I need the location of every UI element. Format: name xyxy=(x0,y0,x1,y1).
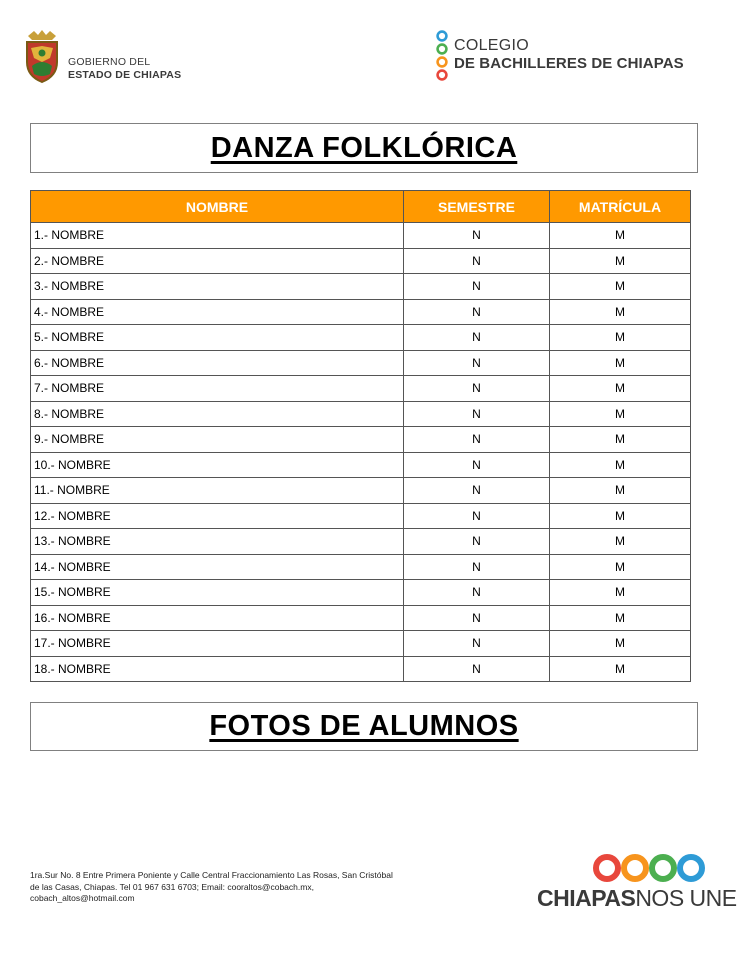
cell-semester: N xyxy=(404,478,550,504)
cell-semester: N xyxy=(404,605,550,631)
cell-id: M xyxy=(550,656,691,682)
cell-id: M xyxy=(550,350,691,376)
cell-name: 4.- NOMBRE xyxy=(31,299,404,325)
table-row xyxy=(31,605,691,631)
table-row xyxy=(31,274,691,300)
cell-semester: N xyxy=(404,427,550,453)
cell-name: 7.- NOMBRE xyxy=(31,376,404,402)
table-row xyxy=(31,325,691,351)
table-row xyxy=(31,376,691,402)
cell-name: 10.- NOMBRE xyxy=(31,452,404,478)
cell-semester: N xyxy=(404,248,550,274)
cell-semester: N xyxy=(404,376,550,402)
table-row xyxy=(31,631,691,657)
cell-semester: N xyxy=(404,223,550,249)
table-row xyxy=(31,223,691,249)
chiapas-coat-of-arms-icon xyxy=(22,28,62,84)
table-row xyxy=(31,503,691,529)
cell-semester: N xyxy=(404,503,550,529)
cell-id: M xyxy=(550,554,691,580)
cell-id: M xyxy=(550,631,691,657)
table-row xyxy=(31,248,691,274)
cell-name: 5.- NOMBRE xyxy=(31,325,404,351)
address-line2: de las Casas, Chiapas. Tel 01 967 631 6703; Email: cooraltos@cobach.mx, xyxy=(30,881,314,892)
cell-id: M xyxy=(550,478,691,504)
table-row xyxy=(31,401,691,427)
cell-semester: N xyxy=(404,656,550,682)
cell-semester: N xyxy=(404,350,550,376)
cell-id: M xyxy=(550,452,691,478)
cell-name: 13.- NOMBRE xyxy=(31,529,404,555)
table-row xyxy=(31,580,691,606)
cell-name: 17.- NOMBRE xyxy=(31,631,404,657)
footer-address xyxy=(30,870,450,905)
government-line1: GOBIERNO DEL xyxy=(68,56,151,68)
header-semester: SEMESTRE xyxy=(404,191,550,223)
table-row xyxy=(31,427,691,453)
cell-name: 16.- NOMBRE xyxy=(31,605,404,631)
cell-name: 3.- NOMBRE xyxy=(31,274,404,300)
cell-semester: N xyxy=(404,631,550,657)
cell-name: 11.- NOMBRE xyxy=(31,478,404,504)
section2-title-box xyxy=(30,702,698,751)
cell-semester: N xyxy=(404,274,550,300)
slogan-light: NOS UNE xyxy=(635,885,737,911)
header-name: NOMBRE xyxy=(31,191,404,223)
cell-id: M xyxy=(550,325,691,351)
cell-name: 15.- NOMBRE xyxy=(31,580,404,606)
cell-semester: N xyxy=(404,554,550,580)
cell-id: M xyxy=(550,580,691,606)
address-line3: cobach_altos@hotmail.com xyxy=(30,893,135,903)
cell-semester: N xyxy=(404,325,550,351)
cell-semester: N xyxy=(404,529,550,555)
cell-semester: N xyxy=(404,401,550,427)
cell-name: 18.- NOMBRE xyxy=(31,656,404,682)
cell-id: M xyxy=(550,299,691,325)
college-line1: COLEGIO xyxy=(454,37,530,54)
table-row xyxy=(31,529,691,555)
table-header-row xyxy=(31,191,691,223)
government-logo xyxy=(22,28,202,90)
table-row xyxy=(31,350,691,376)
cell-semester: N xyxy=(404,299,550,325)
cell-id: M xyxy=(550,605,691,631)
address-line1: 1ra.Sur No. 8 Entre Primera Poniente y Calle Central Fraccionamiento Las Rosas, San Cristóbal xyxy=(30,870,393,880)
cell-name: 8.- NOMBRE xyxy=(31,401,404,427)
chiapas-nos-une-logo xyxy=(537,852,737,912)
cell-id: M xyxy=(550,503,691,529)
college-line2: DE BACHILLERES DE CHIAPAS xyxy=(454,55,684,72)
cell-name: 6.- NOMBRE xyxy=(31,350,404,376)
cell-id: M xyxy=(550,427,691,453)
student-roster-table xyxy=(30,190,691,682)
cell-id: M xyxy=(550,529,691,555)
cell-semester: N xyxy=(404,580,550,606)
section1-title-box xyxy=(30,123,698,173)
cell-id: M xyxy=(550,401,691,427)
cell-id: M xyxy=(550,274,691,300)
table-row xyxy=(31,452,691,478)
header-id: MATRÍCULA xyxy=(550,191,691,223)
cell-id: M xyxy=(550,223,691,249)
table-row xyxy=(31,554,691,580)
cell-name: 2.- NOMBRE xyxy=(31,248,404,274)
cell-id: M xyxy=(550,376,691,402)
table-row xyxy=(31,478,691,504)
cell-name: 12.- NOMBRE xyxy=(31,503,404,529)
section1-title: DANZA FOLKLÓRICA xyxy=(210,131,518,164)
chiapas-nos-une-rings-icon xyxy=(593,852,705,884)
cell-name: 1.- NOMBRE xyxy=(31,223,404,249)
cell-id: M xyxy=(550,248,691,274)
cell-name: 9.- NOMBRE xyxy=(31,427,404,453)
cobach-rings-icon xyxy=(434,30,450,86)
table-row xyxy=(31,656,691,682)
college-logo xyxy=(434,30,696,86)
section2-title: FOTOS DE ALUMNOS xyxy=(209,710,519,742)
government-line2: ESTADO DE CHIAPAS xyxy=(68,69,182,81)
slogan-bold: CHIAPAS xyxy=(537,885,636,911)
table-row xyxy=(31,299,691,325)
cell-name: 14.- NOMBRE xyxy=(31,554,404,580)
cell-semester: N xyxy=(404,452,550,478)
